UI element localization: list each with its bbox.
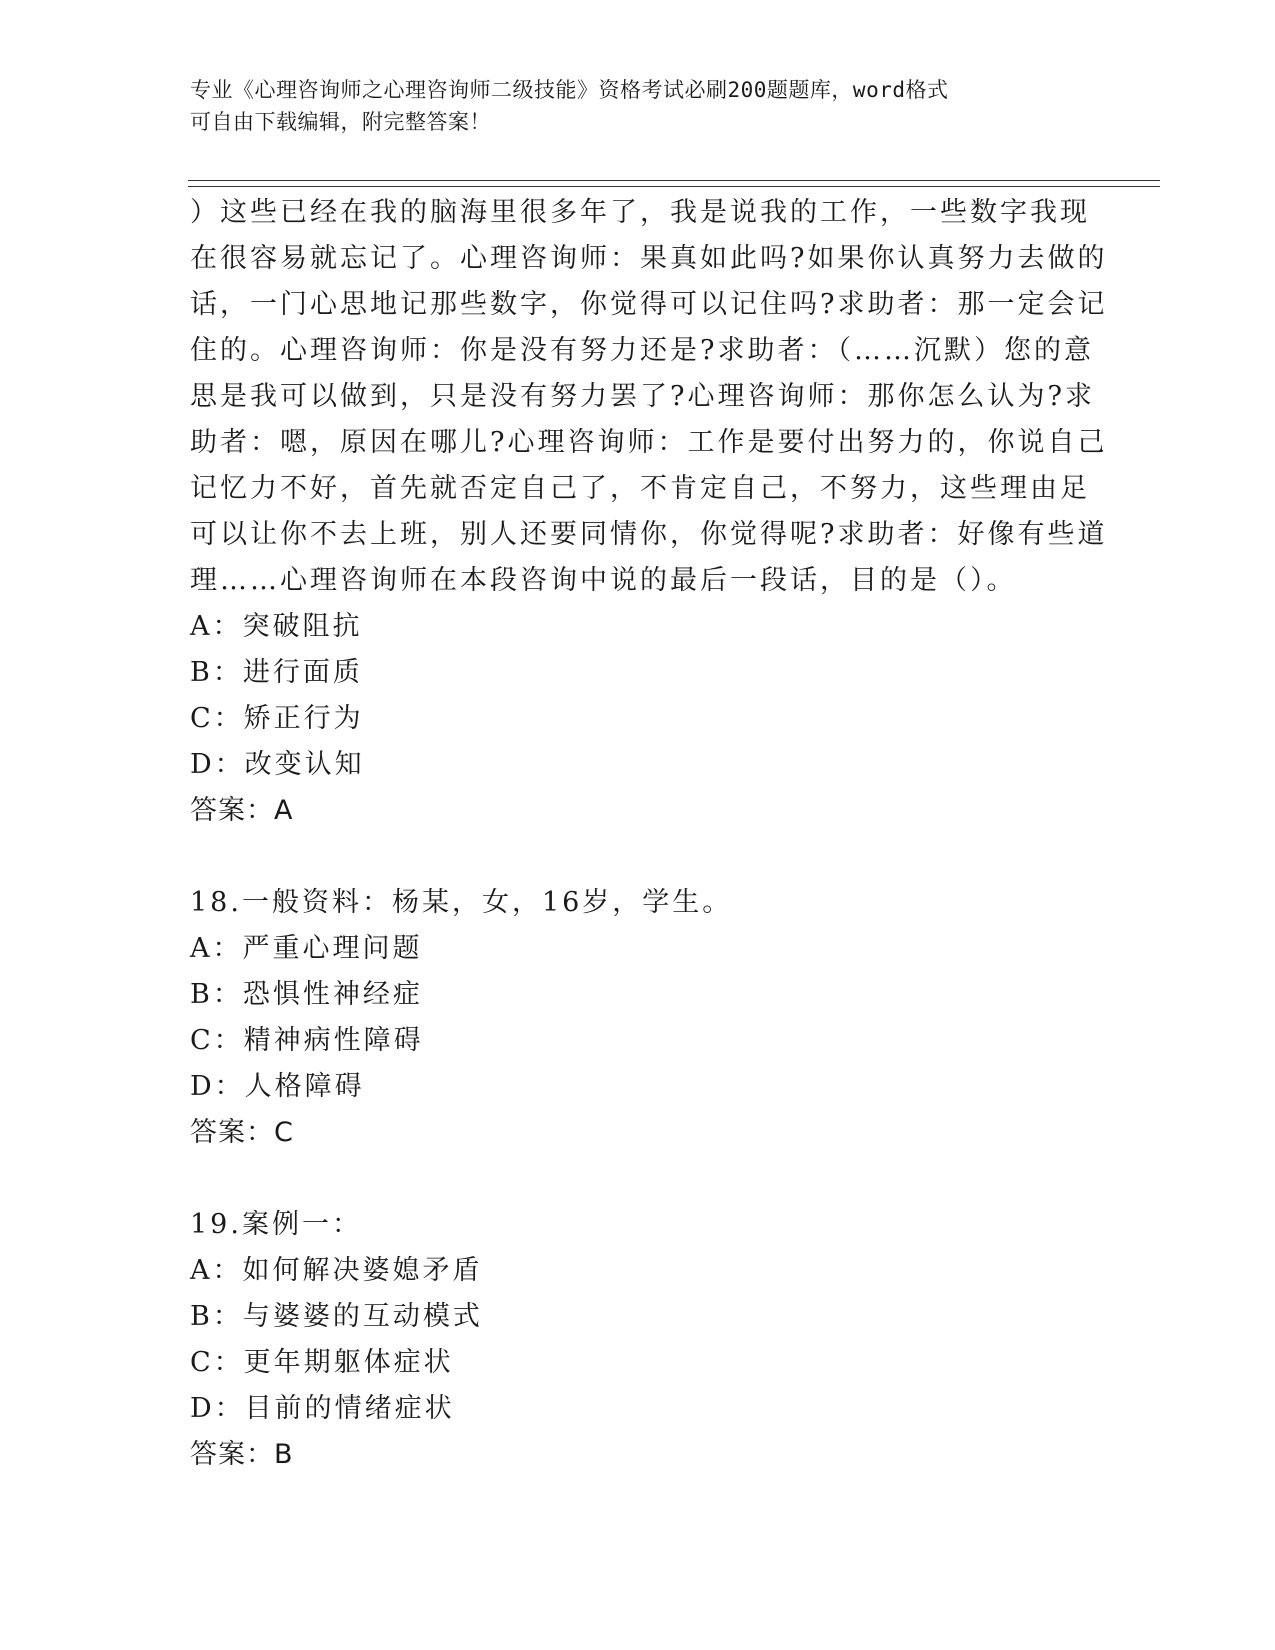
option-c: C：精神病性障碍 bbox=[190, 1025, 424, 1056]
document-header bbox=[190, 74, 1090, 138]
spacer bbox=[190, 834, 1090, 880]
question-text-line: 在很容易就忘记了。心理咨询师：果真如此吗?如果你认真努力去做的 bbox=[190, 243, 1108, 274]
option-b: B：与婆婆的互动模式 bbox=[190, 1301, 483, 1332]
option-a: A：突破阻抗 bbox=[190, 611, 363, 642]
option-b: B：进行面质 bbox=[190, 657, 363, 688]
option-a: A：严重心理问题 bbox=[190, 933, 423, 964]
option-b: B：恐惧性神经症 bbox=[190, 979, 423, 1010]
option-d: D：人格障碍 bbox=[190, 1071, 365, 1102]
question-stem: 18.一般资料：杨某，女，16岁，学生。 bbox=[190, 887, 733, 918]
option-d: D：改变认知 bbox=[190, 749, 365, 780]
option-d: D：目前的情绪症状 bbox=[190, 1393, 455, 1424]
spacer bbox=[190, 1156, 1090, 1202]
question-text-line: 理……心理咨询师在本段咨询中说的最后一段话，目的是（）。 bbox=[190, 565, 1017, 596]
question-stem: 19.案例一： bbox=[190, 1209, 362, 1240]
question-text-line: 可以让你不去上班，别人还要同情你，你觉得呢?求助者：好像有些道 bbox=[190, 519, 1108, 550]
question-text-line: 记忆力不好，首先就否定自己了，不肯定自己，不努力，这些理由足 bbox=[190, 473, 1090, 504]
answer: 答案：C bbox=[190, 1117, 294, 1148]
question-text-line: 助者：嗯，原因在哪儿?心理咨询师：工作是要付出努力的，你说自己 bbox=[190, 427, 1108, 458]
question-17 bbox=[190, 190, 1108, 834]
option-a: A：如何解决婆媳矛盾 bbox=[190, 1255, 483, 1286]
question-text-line: ）这些已经在我的脑海里很多年了，我是说我的工作，一些数字我现 bbox=[190, 197, 1090, 228]
option-c: C：更年期躯体症状 bbox=[190, 1347, 454, 1378]
answer: 答案：A bbox=[190, 795, 294, 826]
question-text-line: 住的。心理咨询师：你是没有努力还是?求助者：（……沉默）您的意 bbox=[190, 335, 1094, 366]
question-text-line: 思是我可以做到，只是没有努力罢了?心理咨询师：那你怎么认为?求 bbox=[190, 381, 1095, 412]
question-19 bbox=[190, 1202, 1090, 1478]
question-18 bbox=[190, 880, 1090, 1156]
header-line-1: 专业《心理咨询师之心理咨询师二级技能》资格考试必刷200题题库，word格式 bbox=[190, 78, 949, 102]
answer: 答案：B bbox=[190, 1439, 294, 1470]
header-divider-top bbox=[188, 180, 1160, 181]
question-text-line: 话，一门心思地记那些数字，你觉得可以记住吗?求助者：那一定会记 bbox=[190, 289, 1108, 320]
question-content bbox=[190, 190, 1108, 1478]
header-divider-bottom bbox=[188, 186, 1160, 187]
option-c: C：矫正行为 bbox=[190, 703, 364, 734]
header-line-2: 可自由下载编辑，附完整答案！ bbox=[190, 110, 491, 134]
